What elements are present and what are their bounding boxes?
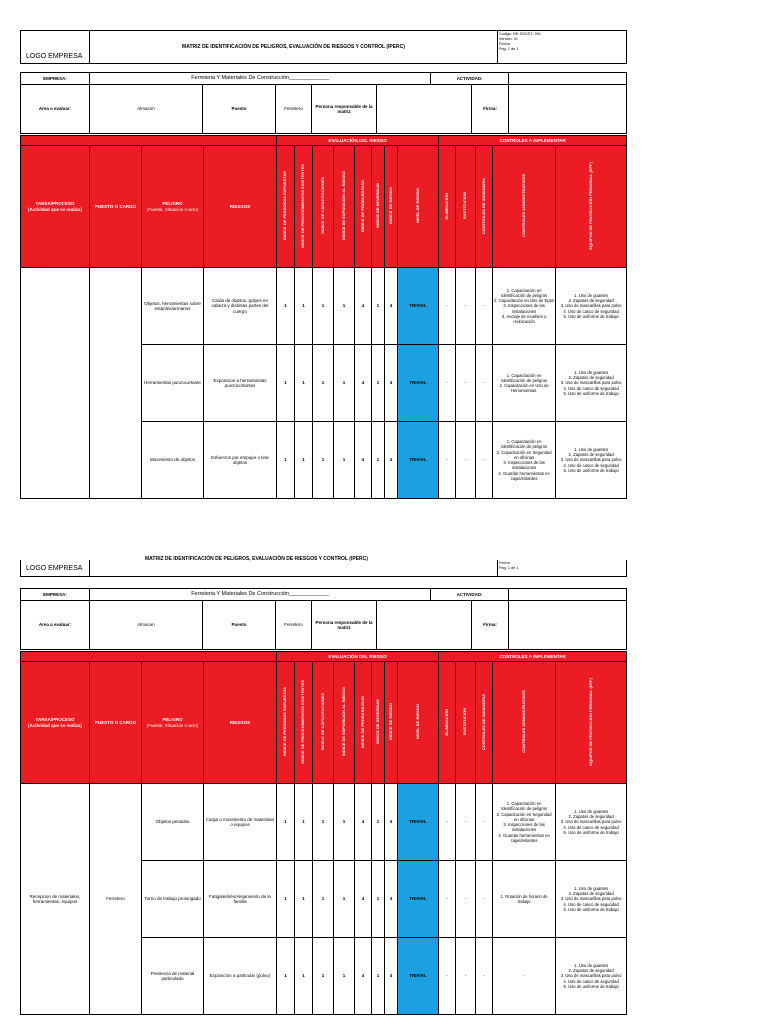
col-epp — [556, 662, 627, 784]
indice-cell: 1 — [295, 268, 313, 345]
administrativos-cell — [493, 784, 556, 861]
area-label: Area a evaluar: — [21, 601, 90, 650]
control-line: 4. Uso de casco de seguridad — [563, 824, 619, 830]
nivel-riesgo-cell: TRIVIAL — [398, 345, 439, 422]
info-table — [20, 72, 627, 134]
epp-cell — [556, 861, 627, 938]
control-line: 5. Uso de uniforme de trabajo — [563, 983, 619, 989]
header-table — [20, 30, 627, 64]
peligro-cell: Movimiento de objetos — [142, 422, 204, 499]
col-tarea-label: TAREA/PROCESO — [35, 717, 75, 723]
partial-title: MATRIZ DE IDENTIFICACIÓN DE PELIGROS, EVALUACIÓN DE RIESGOS Y CONTROL (IPERC) — [145, 556, 368, 562]
indice-cell: 4 — [385, 861, 398, 938]
meta-line: Pag. 1 de 1 — [499, 565, 519, 570]
col-label: INDICE DE EXPOSICION AL RIESGO — [340, 171, 346, 241]
col-capacitaciones — [313, 662, 334, 784]
indice-cell: 1 — [334, 345, 355, 422]
col-probabilidad — [355, 146, 372, 268]
col-capacitaciones — [313, 146, 334, 268]
indice-cell: 4 — [355, 784, 372, 861]
col-nivel-riesgo — [398, 146, 439, 268]
ingenieria-cell: - — [476, 861, 493, 938]
col-label: INDICE DE SEVERIDAD — [374, 183, 380, 229]
control-line: 4. Uso de casco de seguridad — [563, 385, 619, 391]
control-line: 1. Capacitación en Identificación de peligros — [501, 439, 548, 450]
riesgo-cell: Carga o movimiento de materiales o equipos — [204, 784, 277, 861]
riesgo-cell: Fatiga/estrés/Alejamiento de la familia — [204, 861, 277, 938]
control-line: 3. Uso de mascarillas para polvo — [560, 819, 622, 825]
nivel-riesgo-cell: TRIVIAL — [398, 268, 439, 345]
nivel-riesgo-cell: TRIVIAL — [398, 861, 439, 938]
logo-label: LOGO EMPRESA — [21, 31, 90, 64]
control-line: 2. Capacitación en Uso de Epps — [494, 298, 554, 304]
col-epp — [556, 146, 627, 268]
col-administrativos — [493, 662, 556, 784]
responsable-value[interactable] — [377, 601, 472, 650]
col-label: CONTROLES ADMINISTRATIVOS — [520, 690, 526, 754]
sustitucion-cell: - — [456, 268, 476, 345]
sheet-2 — [20, 560, 626, 577]
sustitucion-cell: - — [456, 345, 476, 422]
epp-cell — [556, 268, 627, 345]
sheet-1 — [20, 30, 626, 64]
control-line: 3. Inspecciones de las instalaciones — [503, 303, 545, 314]
actividad-label: ACTIVIDAD: — [431, 589, 509, 601]
eliminacion-cell: - — [439, 938, 456, 1015]
indice-cell: 4 — [355, 938, 372, 1015]
col-riesgos: RIESGOS — [204, 662, 277, 784]
col-indice-riesgo — [385, 662, 398, 784]
document-meta — [498, 31, 627, 64]
control-line: 5. Uso de uniforme de trabajo — [563, 390, 619, 396]
peligro-cell: Objetos pesados — [142, 784, 204, 861]
info-block-2 — [20, 588, 626, 650]
col-personas-expuestas — [277, 662, 295, 784]
col-label: INDICE DE PERSONAS EXPUESTAS — [282, 171, 288, 241]
tarea-cell — [21, 268, 90, 499]
empresa-label: EMPRESA: — [21, 73, 90, 85]
control-line: 4. Guardar herramientas en cajas/estantes — [498, 832, 550, 843]
col-tarea — [21, 662, 90, 784]
control-line: 4. Uso de casco de seguridad — [563, 978, 619, 984]
col-label: NIVEL DE RIESGO — [414, 188, 420, 224]
administrativos-cell — [493, 861, 556, 938]
eliminacion-cell: - — [439, 861, 456, 938]
indice-cell: 4 — [355, 268, 372, 345]
meta-line: Fecha: — [499, 41, 511, 46]
ingenieria-cell: - — [476, 784, 493, 861]
peligro-cell: Turno de trabajo prolongado — [142, 861, 204, 938]
col-personas-expuestas — [277, 146, 295, 268]
col-label: INDICE DE SEVERIDAD — [374, 699, 380, 745]
col-label: CONTROLES ADMINISTRATIVOS — [520, 174, 526, 238]
matrix-header-spacer — [21, 652, 277, 662]
actividad-value[interactable] — [509, 73, 627, 85]
evaluacion-title: EVALUACIÓN DEL RIESGO — [277, 652, 439, 662]
header-table — [20, 560, 627, 577]
indice-cell: 1 — [372, 422, 385, 499]
puesto-cell — [90, 268, 142, 499]
col-label: EQUIPOS DE PROTECCIÓN PERSONAL (EPP) — [587, 677, 593, 766]
indice-cell: 1 — [313, 784, 334, 861]
col-peligro-label: PELIGRO — [162, 717, 183, 723]
indice-cell: 1 — [334, 784, 355, 861]
empresa-label: EMPRESA: — [21, 589, 90, 601]
actividad-label: ACTIVIDAD: — [431, 73, 509, 85]
eliminacion-cell: - — [439, 345, 456, 422]
indice-cell: 1 — [277, 784, 295, 861]
col-label: INDICE DE RIESGO — [387, 703, 393, 741]
indice-cell: 1 — [277, 422, 295, 499]
control-line: 1. Uso de guantes — [574, 808, 609, 814]
col-peligro — [142, 662, 204, 784]
col-label: SUSTITUCIÓN — [462, 708, 468, 736]
col-tarea-sub: (Actividad que se realiza) — [27, 722, 83, 728]
control-line: 3. Uso de mascarillas para polvo — [560, 973, 622, 979]
ingenieria-cell: - — [476, 268, 493, 345]
epp-cell — [556, 938, 627, 1015]
indice-cell: 1 — [334, 422, 355, 499]
indice-cell: 1 — [334, 938, 355, 1015]
col-label: INDICE DE CAPACITACIONES — [319, 693, 325, 751]
col-severidad — [372, 146, 385, 268]
indice-cell: 1 — [372, 861, 385, 938]
matrix-2 — [20, 651, 626, 1015]
epp-cell — [556, 422, 627, 499]
matrix-header-spacer — [21, 136, 277, 146]
header-title-cell — [90, 560, 498, 576]
epp-cell — [556, 345, 627, 422]
controles-title: CONTROLES A IMPLEMENTAR — [439, 652, 627, 662]
indice-cell: 1 — [313, 861, 334, 938]
col-label: INDICE DE PROBABILIDAD — [359, 695, 365, 748]
col-sustitucion — [456, 662, 476, 784]
indice-cell: 1 — [372, 784, 385, 861]
evaluacion-title: EVALUACIÓN DEL RIESGO — [277, 136, 439, 146]
puesto-value: Ferretero — [276, 601, 312, 650]
peligro-cell: Herramientas punzocortante — [142, 345, 204, 422]
ingenieria-cell: - — [476, 938, 493, 1015]
indice-cell: 1 — [313, 268, 334, 345]
controles-title: CONTROLES A IMPLEMENTAR — [439, 136, 627, 146]
indice-cell: 1 — [277, 861, 295, 938]
control-line: 2. Zapatos de seguridad — [568, 452, 614, 458]
puesto-label: Puesto — [203, 85, 276, 134]
indice-cell: 4 — [355, 345, 372, 422]
eliminacion-cell: - — [439, 784, 456, 861]
col-administrativos — [493, 146, 556, 268]
control-line: 3. Uso de mascarillas para polvo — [560, 303, 622, 309]
logo-label: LOGO EMPRESA — [21, 560, 90, 576]
eliminacion-cell: - — [439, 268, 456, 345]
col-procedimientos — [295, 146, 313, 268]
administrativos-cell — [493, 345, 556, 422]
col-procedimientos — [295, 662, 313, 784]
document-meta — [498, 560, 627, 576]
col-ingenieria — [476, 662, 493, 784]
table-row — [21, 268, 627, 345]
col-label: ELIMINACIÓN — [443, 192, 449, 220]
col-severidad — [372, 662, 385, 784]
col-label: INDICE DE PROCEDIMIENTOS EXISTENTES — [300, 163, 306, 248]
responsable-label: Persona responsable de la matriz — [312, 601, 377, 650]
col-tarea-sub: (Actividad que se realiza) — [27, 206, 83, 212]
eliminacion-cell: - — [439, 422, 456, 499]
col-exposicion — [334, 662, 355, 784]
col-label: CONTROLES DE INGENIERIA — [480, 177, 486, 234]
col-puesto: PUESTO O CARGO — [90, 662, 142, 784]
control-line: 1. Uso de guantes — [574, 885, 609, 891]
control-line: 5. Uso de uniforme de trabajo — [563, 829, 619, 835]
indice-cell: 1 — [313, 345, 334, 422]
control-line: 5. Uso de uniforme de trabajo — [563, 467, 619, 473]
puesto-value: Ferretero — [276, 85, 312, 134]
empresa-value: Ferreteria Y Materiales De Construcción_____________ — [90, 589, 431, 601]
area-value: Almacen — [90, 85, 203, 134]
control-line: 1. Uso de guantes — [574, 446, 609, 452]
control-line: 1. Capacitación en Identificación de peligros — [501, 801, 548, 812]
responsable-label: Persona responsable de la matriz — [312, 85, 377, 134]
epp-cell — [556, 784, 627, 861]
riesgo-cell: Esfuerzos por empujar o tirar objetos — [204, 422, 277, 499]
indice-cell: 1 — [295, 345, 313, 422]
administrativos-cell — [493, 422, 556, 499]
area-label: Area a evaluar: — [21, 85, 90, 134]
indice-cell: 4 — [355, 861, 372, 938]
riesgo-cell: Exposicion a herramientas punzocortantes — [204, 345, 277, 422]
control-line: 3. Inspecciones de las instalaciones — [503, 822, 545, 833]
control-line: 3. Uso de mascarillas para polvo — [560, 896, 622, 902]
table-row — [21, 784, 627, 861]
control-line: 3. Uso de mascarillas para polvo — [560, 457, 622, 463]
tarea-cell: Recepcion de materiales, herramientas, equipos — [21, 784, 90, 1015]
col-label: INDICE DE CAPACITACIONES — [319, 177, 325, 235]
control-line: 5. Uso de uniforme de trabajo — [563, 906, 619, 912]
firma-value[interactable] — [509, 85, 627, 134]
col-riesgos: RIESGOS — [204, 146, 277, 268]
col-probabilidad — [355, 662, 372, 784]
col-puesto: PUESTO O CARGO — [90, 146, 142, 268]
control-line: 2. Zapatos de seguridad — [568, 375, 614, 381]
indice-cell: 4 — [385, 268, 398, 345]
indice-cell: 1 — [372, 938, 385, 1015]
indice-cell: 1 — [295, 861, 313, 938]
indice-cell: 1 — [334, 268, 355, 345]
indice-cell: 1 — [295, 422, 313, 499]
indice-cell: 4 — [385, 938, 398, 1015]
control-line: 2. Capacitación en Uso de Herramientas. — [499, 383, 549, 394]
peligro-cell: Objetos, herramientas sobre estantes/armarios — [142, 268, 204, 345]
control-line: 5. Uso de uniforme de trabajo — [563, 313, 619, 319]
matrix-table — [20, 135, 627, 499]
administrativos-cell — [493, 938, 556, 1015]
col-label: EQUIPOS DE PROTECCIÓN PERSONAL (EPP) — [587, 161, 593, 250]
control-line: 3. Inspecciones de las instalaciones — [503, 460, 545, 471]
control-line: - — [523, 973, 525, 979]
col-indice-riesgo — [385, 146, 398, 268]
col-label: NIVEL DE RIESGO — [414, 704, 420, 740]
meta-line: Codigo: RE-SSGST- 001 — [499, 32, 541, 36]
indice-cell: 4 — [385, 784, 398, 861]
indice-cell: 4 — [355, 422, 372, 499]
col-ingenieria — [476, 146, 493, 268]
col-exposicion — [334, 146, 355, 268]
info-block-1 — [20, 72, 626, 134]
control-line: 2. Zapatos de seguridad — [568, 814, 614, 820]
control-line: 1. Uso de guantes — [574, 369, 609, 375]
col-tarea-label: TAREA/PROCESO — [35, 201, 75, 207]
nivel-riesgo-cell: TRIVIAL — [398, 784, 439, 861]
indice-cell: 4 — [385, 345, 398, 422]
riesgo-cell: Caída de objetos, golpes en cabeza y distintas partes del cuerpo — [204, 268, 277, 345]
control-line: 2. Capacitación en Seguridad en oficinas — [496, 449, 552, 460]
area-value: Almacen — [90, 601, 203, 650]
control-line: 4. Uso de casco de seguridad — [563, 901, 619, 907]
col-peligro-label: PELIGRO — [162, 201, 183, 207]
sustitucion-cell: - — [456, 861, 476, 938]
col-sustitucion — [456, 146, 476, 268]
indice-cell: 1 — [313, 938, 334, 1015]
col-eliminacion — [439, 146, 456, 268]
col-label: SUSTITUCIÓN — [462, 192, 468, 220]
col-eliminacion — [439, 662, 456, 784]
riesgo-cell: Exposicion a particular (polvo) — [204, 938, 277, 1015]
control-line: 1. Rotación de horario de trabajo — [500, 893, 548, 904]
col-label: INDICE DE PROBABILIDAD — [359, 179, 365, 232]
actividad-value[interactable] — [509, 589, 627, 601]
indice-cell: 1 — [295, 784, 313, 861]
col-nivel-riesgo — [398, 662, 439, 784]
indice-cell: 1 — [334, 861, 355, 938]
indice-cell: 1 — [372, 345, 385, 422]
control-line: 2. Capacitación en Seguridad en oficinas — [496, 811, 552, 822]
administrativos-cell — [493, 268, 556, 345]
control-line: 4. Uso de casco de seguridad — [563, 308, 619, 314]
nivel-riesgo-cell: TRIVIAL — [398, 422, 439, 499]
indice-cell: 1 — [277, 268, 295, 345]
matrix-table — [20, 651, 627, 1015]
control-line: 2. Zapatos de seguridad — [568, 298, 614, 304]
empresa-value: Ferreteria Y Materiales De Construcción_____________ — [90, 73, 431, 85]
ingenieria-cell: - — [476, 422, 493, 499]
indice-cell: 4 — [385, 422, 398, 499]
col-label: INDICE DE EXPOSICION AL RIESGO — [340, 687, 346, 757]
col-peligro-sub: (Fuente, Situación o acto) — [146, 206, 199, 212]
col-peligro-sub: (Fuente, Situación o acto) — [146, 722, 199, 728]
indice-cell: 1 — [277, 938, 295, 1015]
indice-cell: 1 — [313, 422, 334, 499]
col-label: INDICE DE RIESGO — [387, 187, 393, 225]
control-line: 3. Uso de mascarillas para polvo — [560, 380, 622, 386]
document-title: MATRIZ DE IDENTIFICACIÓN DE PELIGROS, EVALUACIÓN DE RIESGOS Y CONTROL (IPERC) — [90, 31, 498, 64]
control-line: 2. Zapatos de seguridad — [568, 968, 614, 974]
control-line: 4. Uso de casco de seguridad — [563, 462, 619, 468]
control-line: 4. Anclaje de muebles o reubicación — [501, 313, 547, 325]
control-line: 1. Capacitación en Identificación de peligros — [501, 372, 548, 383]
ingenieria-cell: - — [476, 345, 493, 422]
indice-cell: 1 — [372, 268, 385, 345]
meta-line: Pag. 1 de 1 — [499, 46, 519, 51]
info-table — [20, 588, 627, 650]
puesto-label: Puesto — [203, 601, 276, 650]
sustitucion-cell: - — [456, 784, 476, 861]
firma-label: Firma: — [472, 601, 509, 650]
sustitucion-cell: - — [456, 938, 476, 1015]
meta-line: Fecha: — [499, 561, 511, 565]
matrix-1 — [20, 135, 626, 499]
control-line: 4. Guardar herramientas en cajas/estantes — [498, 470, 550, 481]
control-line: 2. Zapatos de seguridad — [568, 891, 614, 897]
firma-value[interactable] — [509, 601, 627, 650]
meta-line: Versión: 01 — [499, 36, 518, 41]
control-line: 1. Uso de guantes — [574, 962, 609, 968]
indice-cell: 1 — [277, 345, 295, 422]
firma-label: Firma: — [472, 85, 509, 134]
peligro-cell: Presencia de material particulado — [142, 938, 204, 1015]
control-line: 1. Capacitación en Identificación de peligros — [501, 287, 548, 298]
col-peligro — [142, 146, 204, 268]
col-label: INDICE DE PROCEDIMIENTOS EXISTENTES — [300, 679, 306, 764]
puesto-cell: Ferretero — [90, 784, 142, 1015]
control-line: 1. Uso de guantes — [574, 292, 609, 298]
nivel-riesgo-cell: TRIVIAL — [398, 938, 439, 1015]
indice-cell: 1 — [295, 938, 313, 1015]
responsable-value[interactable] — [377, 85, 472, 134]
sustitucion-cell: - — [456, 422, 476, 499]
col-label: INDICE DE PERSONAS EXPUESTAS — [282, 687, 288, 757]
col-tarea — [21, 146, 90, 268]
col-label: CONTROLES DE INGENIERIA — [480, 693, 486, 750]
col-label: ELIMINACIÓN — [443, 708, 449, 736]
